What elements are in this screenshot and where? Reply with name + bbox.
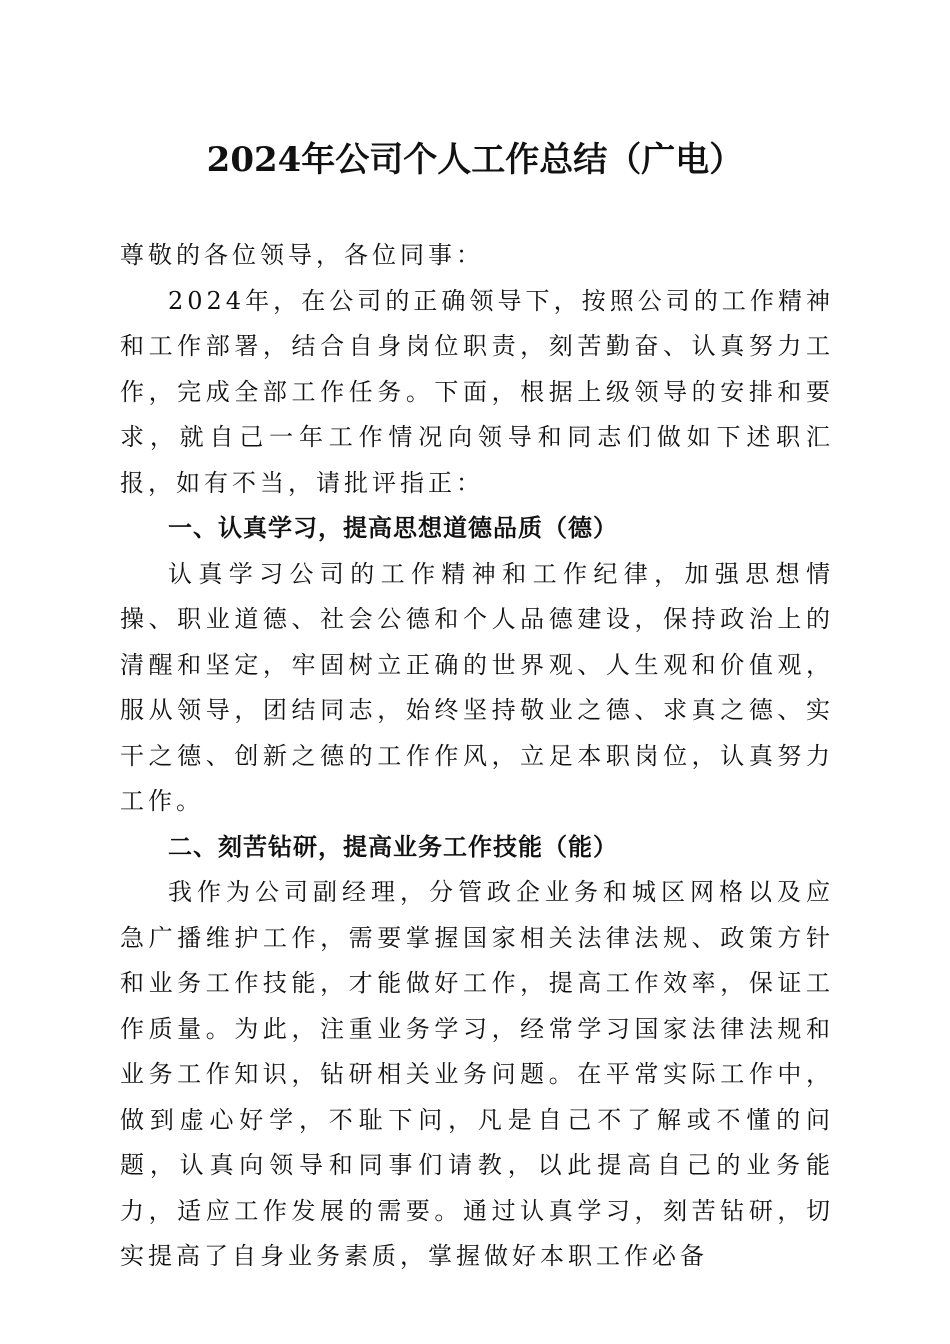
- section-heading-2: 二、刻苦钻研，提高业务工作技能（能）: [168, 832, 618, 861]
- document-title: 2024年公司个人工作总结（广电）: [206, 140, 744, 180]
- intro-paragraph: 2024年，在公司的正确领导下，按照公司的工作精神和工作部署，结合自身岗位职责，刻苦勤奋、认真努力工作，完成全部工作任务。下面，根据上级领导的安排和要求，就自己一年工作情况向领导和同志们做如下述职汇报，如有不当，请批评指正：: [120, 286, 834, 497]
- section-heading-1: 一、认真学习，提高思想道德品质（德）: [168, 514, 618, 542]
- document-body: [120, 233, 834, 1280]
- section-body-2: 我作为公司副经理，分管政企业务和城区网格以及应急广播维护工作，需要掌握国家相关法律法规、政策方针和业务工作技能，才能做好工作，提高工作效率，保证工作质量。为此，注重业务学习，经常学习国家法律法规和业务工作知识，钻研相关业务问题。在平常实际工作中，做到虚心好学，不耻下问，凡是自己不了解或不懂的问题，认真向领导和同事们请教，以此提高自己的业务能力，适应工作发展的需要。通过认真学习，刻苦钻研，切实提高了自身业务素质，掌握做好本职工作必备: [120, 878, 834, 1270]
- salutation: 尊敬的各位领导，各位同事：: [120, 241, 484, 269]
- section-body-1: 认真学习公司的工作精神和工作纪律，加强思想情操、职业道德、社会公德和个人品德建设，保持政治上的清醒和坚定，牢固树立正确的世界观、人生观和价值观，服从领导，团结同志，始终坚持敬业之德、求真之德、实干之德、创新之德的工作作风，立足本职岗位，认真努力工作。: [120, 559, 834, 815]
